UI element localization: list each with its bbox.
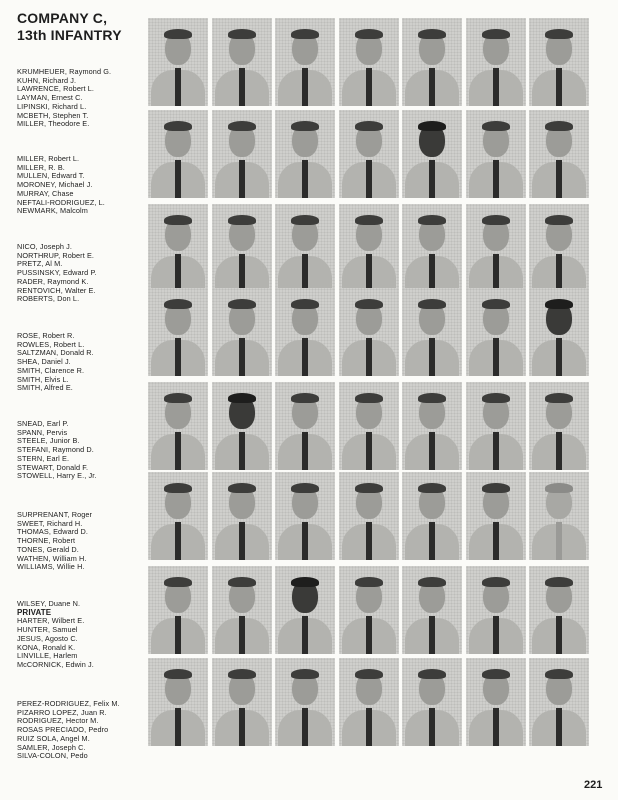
name-entry: MILLER, R. B.: [17, 162, 65, 172]
name-entry: PRETZ, Al M.: [17, 259, 63, 269]
portrait-photo: [339, 18, 399, 106]
portrait-photo: [212, 18, 272, 106]
photo-row: [148, 658, 590, 746]
name-group: [17, 511, 147, 572]
name-entry: NORTHRUP, Robert E.: [17, 250, 95, 260]
portrait-photo: [212, 472, 272, 560]
portrait-photo: [402, 204, 462, 292]
name-entry: MURRAY, Chase: [17, 188, 74, 198]
portrait-photo: [275, 566, 335, 654]
photo-row: [148, 566, 590, 654]
photo-grid: [148, 18, 590, 753]
name-entry: STEFANI, Raymond D.: [17, 445, 94, 455]
name-entry: KONA, Ronald K.: [17, 642, 76, 652]
portrait-photo: [529, 18, 589, 106]
name-entry: KRUMHEUER, Raymond G.: [17, 67, 112, 76]
name-entry: MULLEN, Edward T.: [17, 171, 85, 181]
name-entry: THORNE, Robert: [17, 536, 76, 546]
portrait-photo: [275, 204, 335, 292]
portrait-photo: [402, 110, 462, 198]
portrait-photo: [339, 658, 399, 746]
name-group: [17, 332, 147, 393]
name-entry: SMITH, Alfred E.: [17, 383, 73, 393]
portrait-photo: [402, 288, 462, 376]
portrait-photo: [148, 472, 208, 560]
name-entry: SURPRENANT, Roger: [17, 510, 93, 519]
portrait-photo: [402, 18, 462, 106]
name-entry: SALTZMAN, Donald R.: [17, 348, 94, 358]
portrait-photo: [529, 204, 589, 292]
name-entry: NEWMARK, Malcolm: [17, 206, 88, 216]
rank-heading: PRIVATE: [17, 607, 52, 617]
name-entry: ROWLES, Robert L.: [17, 339, 85, 349]
name-entry: SMITH, Clarence R.: [17, 365, 85, 375]
name-entry: HUNTER, Samuel: [17, 625, 78, 635]
portrait-photo: [212, 382, 272, 470]
portrait-photo: [402, 658, 462, 746]
portrait-photo: [212, 204, 272, 292]
portrait-photo: [529, 566, 589, 654]
portrait-photo: [466, 472, 526, 560]
portrait-photo: [466, 658, 526, 746]
name-entry: LINVILLE, Harlem: [17, 651, 78, 661]
portrait-photo: [275, 658, 335, 746]
name-entry: MORONEY, Michael J.: [17, 180, 93, 190]
portrait-photo: [402, 382, 462, 470]
name-entry: NICO, Joseph J.: [17, 242, 73, 251]
photo-row: [148, 110, 590, 198]
portrait-photo: [529, 472, 589, 560]
photo-row: [148, 288, 590, 376]
portrait-photo: [402, 472, 462, 560]
portrait-photo: [275, 472, 335, 560]
portrait-photo: [148, 566, 208, 654]
portrait-photo: [339, 566, 399, 654]
name-entry: RADER, Raymond K.: [17, 276, 89, 286]
name-entry: STOWELL, Harry E., Jr.: [17, 471, 97, 481]
portrait-photo: [466, 288, 526, 376]
name-entry: ROSAS PRECIADO, Pedro: [17, 725, 109, 735]
portrait-photo: [148, 658, 208, 746]
name-entry: HARTER, Wilbert E.: [17, 616, 85, 626]
name-entry: MCBETH, Stephen T.: [17, 110, 89, 120]
name-group: [17, 243, 147, 304]
name-entry: McCORNICK, Edwin J.: [17, 659, 94, 669]
company-heading-line1: COMPANY C,: [17, 10, 108, 26]
portrait-photo: [529, 288, 589, 376]
company-heading: [17, 10, 122, 44]
name-entry: SPANN, Pervis: [17, 427, 68, 437]
portrait-photo: [466, 382, 526, 470]
name-entry: SHEA, Daniel J.: [17, 357, 71, 367]
portrait-photo: [339, 382, 399, 470]
portrait-photo: [212, 110, 272, 198]
portrait-photo: [466, 204, 526, 292]
name-entry: RENTOVICH, Walter E.: [17, 285, 96, 295]
portrait-photo: [275, 288, 335, 376]
portrait-photo: [275, 18, 335, 106]
portrait-photo: [212, 658, 272, 746]
name-entry: PEREZ-RODRIGUEZ, Felix M.: [17, 699, 120, 708]
company-heading-line2: 13th INFANTRY: [17, 27, 122, 43]
name-entry: WILSEY, Duane N.: [17, 599, 81, 608]
name-group: [17, 68, 147, 129]
name-entry: RUIZ SOLA, Angel M.: [17, 733, 90, 743]
name-entry: LAYMAN, Ernest C.: [17, 93, 83, 103]
photo-row: [148, 18, 590, 106]
name-entry: STEELE, Junior B.: [17, 436, 80, 446]
name-entry: MILLER, Theodore E.: [17, 119, 90, 129]
portrait-photo: [466, 566, 526, 654]
portrait-photo: [529, 658, 589, 746]
name-entry: MILLER, Robert L.: [17, 154, 80, 163]
name-entry: KUHN, Richard J.: [17, 75, 77, 85]
portrait-photo: [339, 472, 399, 560]
name-entry: SILVA-COLON, Pedo: [17, 751, 88, 761]
name-entry: SNEAD, Earl P.: [17, 419, 69, 428]
portrait-photo: [212, 566, 272, 654]
name-group: [17, 155, 147, 216]
portrait-photo: [148, 110, 208, 198]
name-entry: PIZARRO LOPEZ, Juan R.: [17, 707, 107, 717]
portrait-photo: [339, 288, 399, 376]
name-entry: WATHEN, William H.: [17, 553, 87, 563]
portrait-photo: [339, 204, 399, 292]
portrait-photo: [466, 110, 526, 198]
name-entry: STEWART, Donald F.: [17, 462, 89, 472]
portrait-photo: [275, 110, 335, 198]
name-entry: WILLIAMS, Willie H.: [17, 562, 85, 572]
portrait-photo: [275, 382, 335, 470]
photo-row: [148, 472, 590, 560]
name-group: [17, 600, 147, 670]
portrait-photo: [148, 204, 208, 292]
name-entry: THOMAS, Edward D.: [17, 527, 89, 537]
portrait-photo: [402, 566, 462, 654]
name-entry: NEFTALI-RODRIGUEZ, L.: [17, 197, 105, 207]
portrait-photo: [148, 18, 208, 106]
name-group: [17, 420, 147, 481]
name-entry: SAMLER, Joseph C.: [17, 742, 86, 752]
page-number: 221: [584, 779, 603, 791]
portrait-photo: [212, 288, 272, 376]
name-entry: PUSSINSKY, Edward P.: [17, 268, 97, 278]
name-group: [17, 700, 147, 761]
name-entry: SMITH, Elvis L.: [17, 374, 69, 384]
portrait-photo: [529, 382, 589, 470]
name-entry: TONES, Gerald D.: [17, 544, 79, 554]
name-entry: JESUS, Agosto C.: [17, 633, 78, 643]
name-entry: LAWRENCE, Robert L.: [17, 84, 95, 94]
portrait-photo: [339, 110, 399, 198]
name-entry: LIPINSKI, Richard L.: [17, 101, 87, 111]
portrait-photo: [529, 110, 589, 198]
portrait-photo: [148, 288, 208, 376]
name-entry: ROBERTS, Don L.: [17, 294, 80, 304]
name-entry: ROSE, Robert R.: [17, 331, 75, 340]
portrait-photo: [148, 382, 208, 470]
photo-row: [148, 382, 590, 470]
photo-row: [148, 204, 590, 292]
name-entry: RODRIGUEZ, Hector M.: [17, 716, 99, 726]
name-entry: STERN, Earl E.: [17, 453, 70, 463]
portrait-photo: [466, 18, 526, 106]
name-entry: SWEET, Richard H.: [17, 518, 83, 528]
